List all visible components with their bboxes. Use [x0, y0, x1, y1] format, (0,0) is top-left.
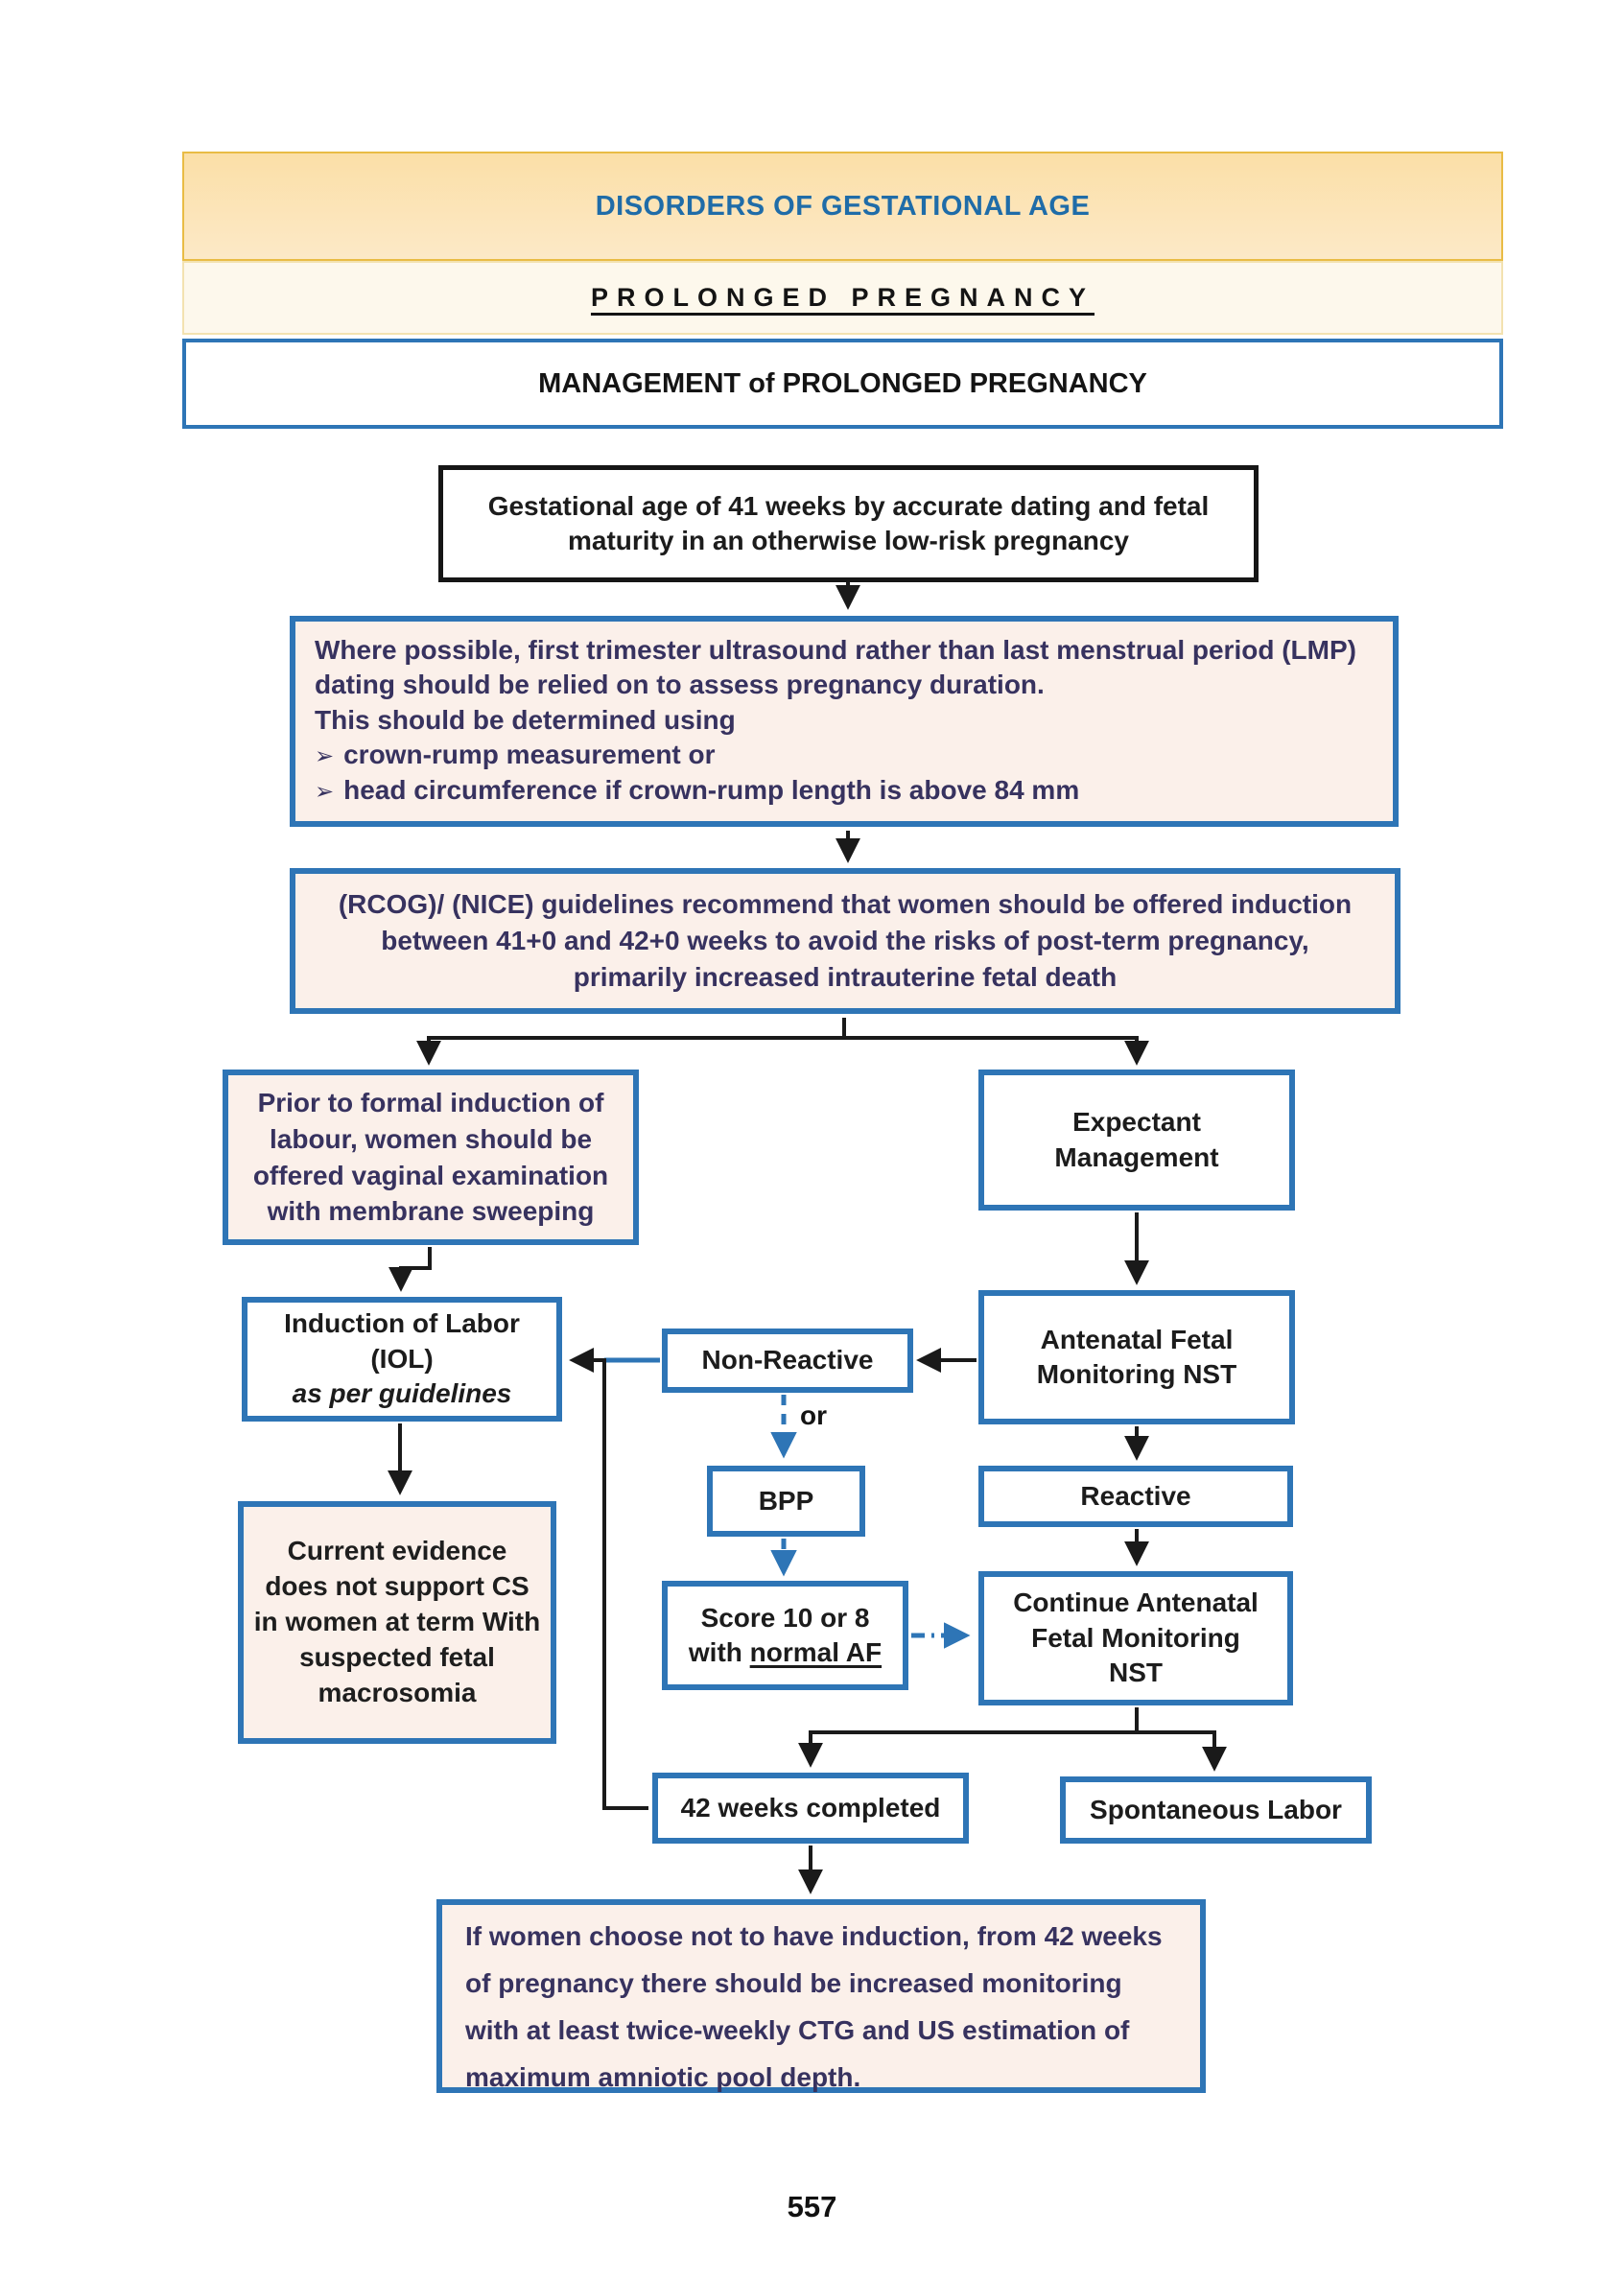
or-label: or	[800, 1400, 827, 1430]
node-spontaneous-labor: Spontaneous Labor	[1060, 1776, 1372, 1844]
section-title: MANAGEMENT of PROLONGED PREGNANCY	[538, 367, 1147, 399]
ultrasound-bullet-2-text: head circumference if crown-rump length is above 84 mm	[343, 774, 1080, 805]
node-antenatal-fetal-monitoring-nst: Antenatal Fetal Monitoring NST	[978, 1290, 1295, 1424]
topic-title-band	[182, 261, 1503, 335]
line-42weeks-to-iol	[604, 1360, 648, 1808]
node-membrane-sweeping: Prior to formal induction of labour, women should be offered vaginal examination with membrane sweeping	[223, 1070, 639, 1245]
score-line-2-prefix: with	[688, 1637, 750, 1667]
node-reactive: Reactive	[978, 1466, 1293, 1527]
node-expectant-management: Expectant Management	[978, 1070, 1295, 1211]
node-ultrasound-dating	[290, 616, 1399, 827]
arrowhead-bullet-icon: ➢	[315, 778, 335, 805]
node-start-gestational-age: Gestational age of 41 weeks by accurate dating and fetal maturity in an otherwise low-risk pregnancy	[438, 465, 1259, 582]
node-cs-evidence: Current evidence does not support CS in women at term With suspected fetal macrosomia	[238, 1501, 556, 1744]
node-non-reactive: Non-Reactive	[662, 1329, 913, 1393]
node-rcog-nice-guidelines: (RCOG)/ (NICE) guidelines recommend that women should be offered induction between 41+0 and 42+0 weeks to avoid the risks of post-term pregnancy, primarily increased intrauterine fetal death	[290, 868, 1400, 1014]
ultrasound-bullet-1	[315, 738, 716, 772]
iol-line-2: (IOL)	[370, 1343, 434, 1374]
score-line-1: Score 10 or 8	[700, 1602, 870, 1633]
score-normal-af: normal AF	[749, 1637, 883, 1667]
chapter-title: DISORDERS OF GESTATIONAL AGE	[595, 190, 1091, 222]
ultrasound-paragraph-2: This should be determined using	[315, 704, 736, 735]
section-title-band	[182, 339, 1503, 429]
score-line-2	[689, 1635, 882, 1670]
chapter-title-band	[182, 152, 1503, 261]
iol-line-3: as per guidelines	[292, 1378, 512, 1409]
node-bpp-score	[662, 1581, 908, 1690]
arrowhead-bullet-icon: ➢	[315, 743, 335, 770]
arrow-membrane-sweep-to-iol	[401, 1247, 430, 1288]
node-induction-of-labor	[242, 1297, 562, 1422]
ultrasound-paragraph-1: Where possible, first trimester ultrasound rather than last menstrual period (LMP) dating should be relied on to assess pregnancy duration.	[315, 635, 1356, 700]
node-42-weeks-completed: 42 weeks completed	[652, 1773, 969, 1844]
ultrasound-bullet-2	[315, 773, 1079, 808]
page-number: 557	[787, 2190, 837, 2223]
iol-line-1: Induction of Labor	[284, 1308, 520, 1339]
topic-title: PROLONGED PREGNANCY	[590, 283, 1095, 312]
node-bpp: BPP	[707, 1466, 865, 1537]
node-continue-antenatal-monitoring: Continue Antenatal Fetal Monitoring NST	[978, 1571, 1293, 1705]
ultrasound-bullet-1-text: crown-rump measurement or	[343, 740, 716, 770]
node-no-induction-monitoring: If women choose not to have induction, from 42 weeks of pregnancy there should be increased monitoring with at least twice-weekly CTG and US estimation of maximum amniotic pool depth.	[436, 1899, 1206, 2093]
